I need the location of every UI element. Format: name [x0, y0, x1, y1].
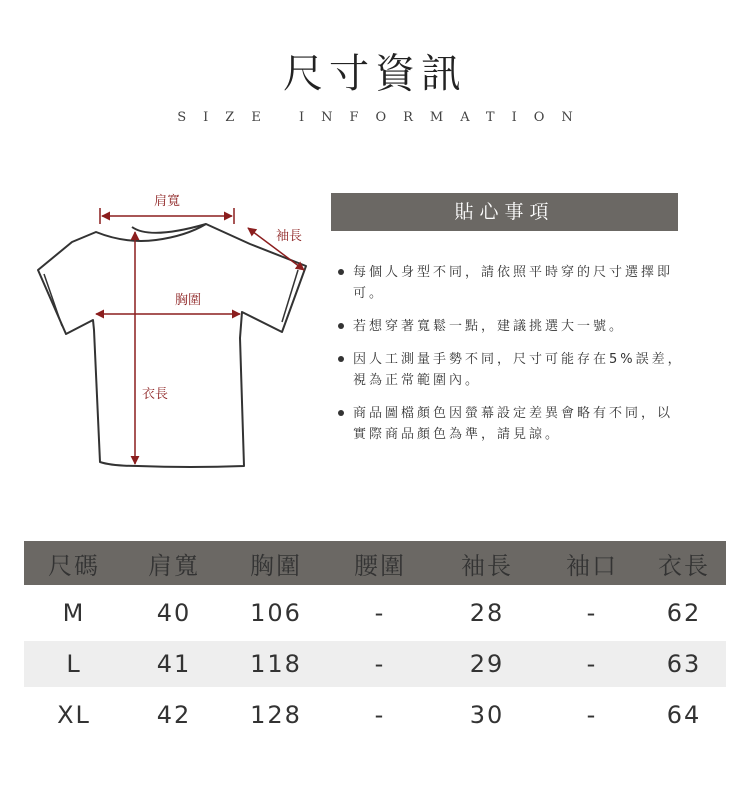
label-shoulder: 肩寬	[154, 194, 181, 209]
note-text: 因人工測量手勢不同，尺寸可能存在5%誤差，視為正常範圍內。	[353, 352, 684, 388]
table-row	[24, 692, 726, 738]
cell-length: 63	[666, 650, 702, 678]
page-subtitle: SIZE INFORMATION	[177, 110, 590, 125]
label-length: 衣長	[142, 387, 169, 402]
cell-shoulder: 42	[156, 701, 192, 729]
note-item	[336, 262, 686, 304]
note-item	[336, 316, 686, 337]
cell-size: M	[62, 599, 86, 627]
cell-waist: -	[374, 599, 386, 627]
note-text: 商品圖檔顏色因螢幕設定差異會略有不同，以實際商品顏色為準，請見諒。	[353, 406, 674, 442]
bullet-icon	[338, 410, 344, 416]
cell-sleeve: 30	[469, 701, 505, 729]
header-chest: 胸圍	[250, 551, 302, 580]
cell-shoulder: 41	[156, 650, 192, 678]
cell-sleeve: 29	[469, 650, 505, 678]
cell-size: XL	[57, 701, 91, 729]
note-text: 每個人身型不同，請依照平時穿的尺寸選擇即可。	[353, 265, 674, 301]
table-header-row	[24, 541, 726, 585]
page-title: 尺寸資訊	[283, 51, 467, 97]
header-length: 衣長	[658, 551, 710, 580]
cell-length: 62	[666, 599, 702, 627]
cell-waist: -	[374, 650, 386, 678]
cell-cuff: -	[586, 701, 598, 729]
cell-sleeve: 28	[469, 599, 505, 627]
cell-size: L	[66, 650, 82, 678]
left-cuff	[44, 274, 62, 326]
cell-cuff: -	[586, 650, 598, 678]
cell-chest: 128	[250, 701, 302, 729]
header-shoulder: 肩寬	[148, 551, 200, 580]
header-sleeve: 袖長	[461, 551, 513, 580]
header-size: 尺碼	[48, 551, 100, 580]
cell-waist: -	[374, 701, 386, 729]
cell-chest: 118	[250, 650, 302, 678]
tshirt-diagram	[20, 180, 320, 480]
cell-cuff: -	[586, 599, 598, 627]
bullet-icon	[338, 323, 344, 329]
cell-chest: 106	[250, 599, 302, 627]
note-item	[336, 349, 686, 391]
note-text: 若想穿著寬鬆一點，建議挑選大一號。	[353, 319, 626, 334]
notes-title: 貼心事項	[331, 193, 678, 231]
size-table	[24, 541, 726, 738]
bullet-icon	[338, 269, 344, 275]
table-row	[24, 641, 726, 687]
label-chest: 胸圍	[175, 293, 202, 308]
cell-shoulder: 40	[156, 599, 192, 627]
header-waist: 腰圍	[354, 551, 406, 580]
table-row	[24, 590, 726, 636]
label-sleeve: 袖長	[276, 229, 303, 244]
header-cuff: 袖口	[566, 551, 618, 580]
note-item	[336, 403, 686, 445]
cell-length: 64	[666, 701, 702, 729]
tshirt-outline	[38, 224, 306, 467]
collar-line	[132, 224, 206, 233]
bullet-icon	[338, 356, 344, 362]
notes-list	[336, 262, 686, 457]
